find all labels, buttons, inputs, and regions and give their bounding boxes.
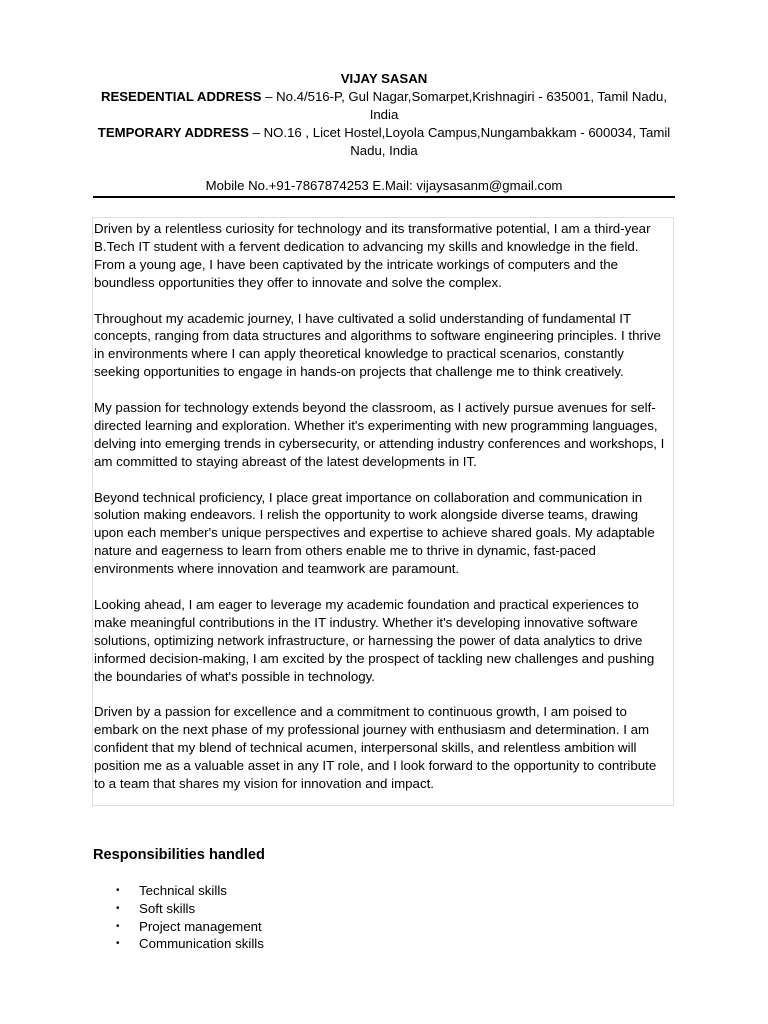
list-item-label: Project management: [139, 918, 262, 934]
resume-header: [93, 70, 675, 160]
candidate-name: VIJAY SASAN: [340, 71, 428, 86]
residential-address: [93, 88, 675, 124]
summary-paragraph: Driven by a relentless curiosity for technology and its transformative potential, I am a third-year B.Tech IT student with a fervent dedication to advancing my skills and knowledge in the field. From a young age, I have been captivated by the intricate workings of computers and the boundless opportunities they offer to innovate and solve the complex.: [94, 221, 651, 290]
contact-line: Mobile No.+91-7867874253 E.Mail: vijaysasanm@gmail.com: [205, 178, 563, 193]
residential-address-value: – No.4/516-P, Gul Nagar,Somarpet,Krishnagiri - 635001, Tamil Nadu, India: [261, 89, 668, 122]
list-item: [93, 935, 493, 953]
summary-paragraph: Looking ahead, I am eager to leverage my academic foundation and practical experiences to make meaningful contributions in the IT industry. Whether it's developing innovative software solutions, optimizing network infrastructure, or harnessing the power of data analytics to drive informed decision-making, I am excited by the prospect of tackling new challenges and pushing the boundaries of what's possible in technology.: [94, 596, 655, 684]
residential-address-label: RESEDENTIAL ADDRESS: [100, 89, 262, 104]
header-divider: [93, 196, 675, 198]
bullet-icon: •: [116, 885, 120, 896]
list-item-label: Soft skills: [139, 900, 196, 916]
summary-paragraph: Driven by a passion for excellence and a commitment to continuous growth, I am poised to embark on the next phase of my professional journey with enthusiasm and determination. I am confident that my blend of technical acumen, interpersonal skills, and relentless ambition will position me as a valuable asset in any IT role, and I look forward to the opportunity to contribute to a team that shares my vision for innovation and impact.: [94, 704, 657, 792]
responsibilities-heading: Responsibilities handled: [93, 847, 265, 863]
list-item-label: Communication skills: [139, 936, 264, 952]
summary-paragraph: My passion for technology extends beyond the classroom, as I actively pursue avenues for self-directed learning and exploration. Whether it's experimenting with new programming languages, delving into emerging trends in cybersecurity, or attending industry conferences and workshops, I am committed to staying abreast of the latest developments in IT.: [94, 400, 665, 469]
list-item: [93, 918, 493, 936]
bullet-icon: •: [116, 938, 120, 950]
summary-paragraph: Throughout my academic journey, I have cultivated a solid understanding of fundamental IT concepts, ranging from data structures and algorithms to software engineering principles. I thrive in environments where I can apply theoretical knowledge to practical scenarios, constantly seeking opportunities to engage in hands-on projects that challenge me to think creatively.: [94, 310, 661, 380]
summary-box: [92, 217, 674, 806]
bullet-icon: •: [116, 920, 120, 932]
list-item-label: Technical skills: [139, 883, 227, 898]
bullet-icon: •: [116, 902, 120, 914]
temporary-address-label: TEMPORARY ADDRESS: [97, 125, 249, 140]
list-item: [93, 882, 493, 900]
temporary-address: [93, 124, 675, 160]
summary-paragraph: Beyond technical proficiency, I place great importance on collaboration and communication in solution making endeavors. I relish the opportunity to work alongside diverse teams, drawing upon each member's unique perspectives and expertise to achieve shared goals. My adaptable nature and eagerness to learn from others enable me to thrive in dynamic, fast-paced environments where innovation and teamwork are paramount.: [94, 489, 655, 577]
list-item: [93, 900, 493, 918]
temporary-address-value: – NO.16 , Licet Hostel,Loyola Campus,Nungambakkam - 600034, Tamil Nadu, India: [248, 125, 671, 158]
responsibilities-list: [93, 882, 493, 953]
